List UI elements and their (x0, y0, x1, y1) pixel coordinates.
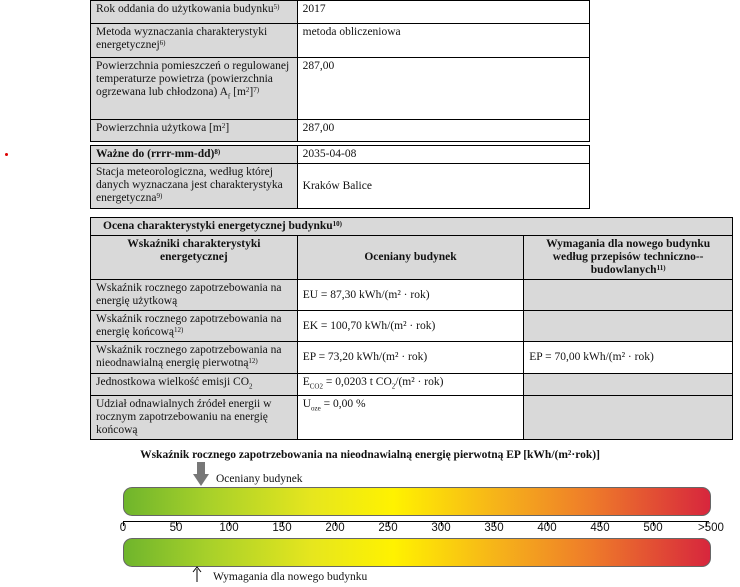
scale-tick-label: 400 (537, 522, 557, 534)
evaluated-label: Oceniany budynek (216, 473, 303, 485)
eu-requirement (524, 280, 733, 311)
column-header-requirements: Wymagania dla nowego budynku według przepisów techniczno--budowlanych$^{11)}$ (524, 236, 733, 280)
scale-tick-label: >500 (698, 522, 724, 534)
heated-area-value: 287,00 (297, 58, 589, 120)
table-row (91, 396, 733, 440)
co2-value: $E_{CO2} = 0,0203$ t $CO_2/(m^2 \cdot rok)$ (297, 374, 524, 396)
eu-label: Wskaźnik rocznego zapotrzebowania na energię użytkową (91, 280, 298, 311)
scale-tick-label: 100 (219, 522, 239, 534)
oze-value: $U_{oze} = 0,00$ % (297, 396, 524, 440)
table-row (91, 120, 590, 142)
ek-value: EK = 100,70 kWh/(m² · rok) (297, 311, 524, 342)
assessment-title: Ocena charakterystyki energetycznej budynku$^{10)}$ (91, 218, 733, 236)
usable-area-label: Powierzchnia użytkowa $[m^2]$ (91, 120, 298, 142)
scale-title: Wskaźnik rocznego zapotrzebowania na nieodnawialną energię pierwotną EP [kWh/(m²·rok)] (140, 449, 600, 461)
scale-tick-label: 350 (484, 522, 504, 534)
ep-label: Wskaźnik rocznego zapotrzebowania na nieodnawialną energię pierwotną$^{12)}$ (91, 342, 298, 374)
scale-tick-label: 50 (169, 522, 183, 534)
column-header-indicators: Wskaźniki charakterystyki energetycznej (91, 236, 298, 280)
co2-requirement (524, 374, 733, 396)
margin-marker (5, 153, 8, 156)
ek-label: Wskaźnik rocznego zapotrzebowania na energię końcową$^{12)}$ (91, 311, 298, 342)
usable-area-value: 287,00 (297, 120, 589, 142)
scale-axis (123, 521, 709, 522)
table-row (91, 218, 733, 236)
co2-label: Jednostkowa wielkość emisji $CO_2$ (91, 374, 298, 396)
table-row (91, 374, 733, 396)
table-row (91, 1, 590, 24)
scale-tick-label: 500 (643, 522, 663, 534)
station-value: Kraków Balice (297, 164, 589, 209)
table-header-row (91, 236, 733, 280)
ek-requirement (524, 311, 733, 342)
scale-tick-label: 0 (119, 522, 127, 534)
table-row (91, 342, 733, 374)
heated-area-label: Powierzchnia pomieszczeń o regulowanej temperaturze powietrza (powierzchnia ogrzewana lub chłodzona) $A_f$ $[m^2]^{7)}$ (91, 58, 298, 120)
scale-bar-top (123, 487, 711, 516)
valid-until-value: 2035-04-08 (297, 146, 589, 164)
station-label: Stacja meteorologiczna, według której danych wyznaczana jest charakterystyka energetyczna$^{9)}$ (91, 164, 298, 209)
oze-label: Udział odnawialnych źródeł energii w rocznym zapotrzebowaniu na energię końcową (91, 396, 298, 440)
table-row (91, 24, 590, 58)
requirement-label: Wymagania dla nowego budynku (213, 571, 368, 583)
ep-requirement: EP = 70,00 kWh/(m² · rok) (524, 342, 733, 374)
table-row (91, 58, 590, 120)
eu-value: EU = 87,30 kWh/(m² · rok) (297, 280, 524, 311)
scale-tick-label: 200 (325, 522, 345, 534)
scale-tick-label: 450 (590, 522, 610, 534)
oze-requirement (524, 396, 733, 440)
requirement-arrow-icon (192, 566, 202, 582)
validity-table (90, 145, 590, 209)
year-label: Rok oddania do użytkowania budynku$^{5)}$ (91, 1, 298, 24)
scale-tick-label: 300 (431, 522, 451, 534)
table-row (91, 280, 733, 311)
method-value: metoda obliczeniowa (297, 24, 589, 58)
valid-until-label: Ważne do (rrrr-mm-dd)$^{8)}$ (91, 146, 298, 164)
table-row (91, 311, 733, 342)
scale-tick-label: 150 (272, 522, 292, 534)
scale-bar-bottom (123, 538, 711, 567)
building-info-table (90, 0, 590, 142)
scale-tick-label: 250 (378, 522, 398, 534)
assessment-table (90, 217, 733, 440)
table-row (91, 146, 590, 164)
table-row (91, 164, 590, 209)
ep-value: EP = 73,20 kWh/(m² · rok) (297, 342, 524, 374)
year-value: 2017 (297, 1, 589, 24)
evaluated-arrow-icon (193, 462, 209, 487)
method-label: Metoda wyznaczania charakterystyki energetycznej$^{6)}$ (91, 24, 298, 58)
column-header-evaluated: Oceniany budynek (297, 236, 524, 280)
